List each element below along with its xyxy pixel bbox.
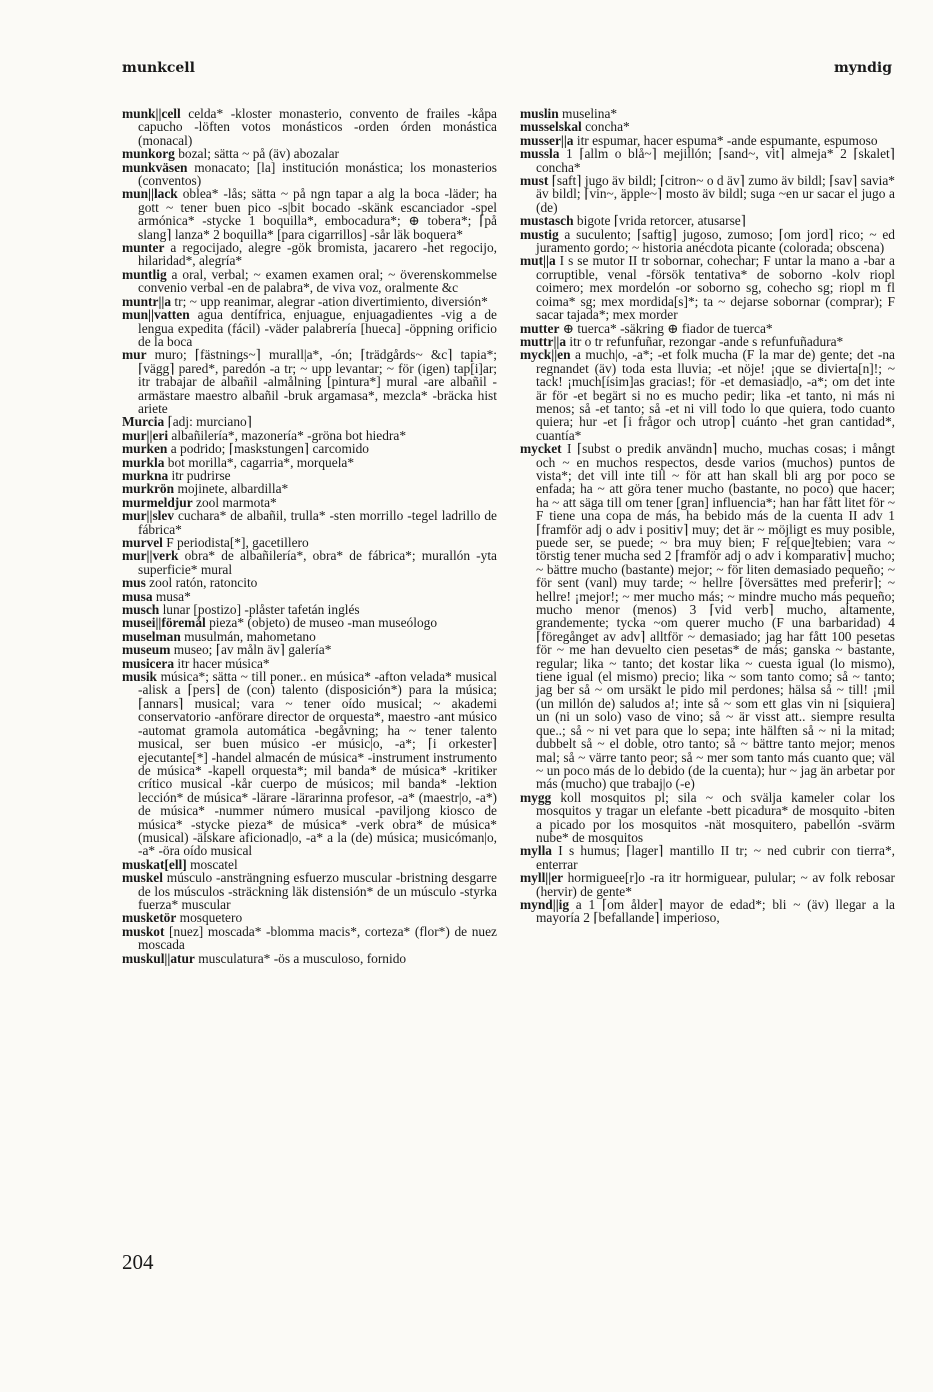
dictionary-entry (122, 670, 497, 858)
dictionary-entry (122, 858, 497, 871)
dictionary-entry (122, 415, 497, 428)
entry-headword: mut||a (520, 253, 556, 269)
entry-headword: muskot (122, 923, 165, 939)
entry-headword: mussla (520, 146, 560, 162)
dictionary-entry (122, 952, 497, 965)
entry-headword: musser||a (520, 132, 574, 148)
dictionary-entry (122, 482, 497, 495)
entry-headword: muskul||atur (122, 950, 195, 966)
entry-definition: músculo -ansträngning esfuerzo muscular -bristning desgarre de los músculos -sträckning läk distensión* de un músculo -styrka fuerza* muscular (138, 870, 497, 912)
entry-definition: itr pudrirse (168, 467, 231, 483)
entry-headword: myck||en (520, 347, 571, 363)
entry-definition: concha* (581, 119, 630, 135)
entry-headword: munter (122, 240, 165, 256)
dictionary-entry (520, 871, 895, 898)
entry-definition: agua dentífrica, enjuague, enjuagadientes -vig a de lengua expedita (fácil) -väder palabrería [hueca] -öppning orificio de la boca (138, 307, 497, 349)
entry-definition: a suculento; ⌈saftig⌉ jugoso, zumoso; ⌈om jord⌉ rico; ~ ed juramento gordo; ~ historia anécdota picante (colorada; obscena) (536, 226, 895, 256)
entry-definition: I s humus; ⌈lager⌉ mantillo II tr; ~ ned cubrir con tierra*, enterrar (536, 843, 895, 872)
entry-definition: a oral, verbal; ~ examen examen oral; ~ överenskommelse convenio verbal -en de palabra*, de viva voz, oralmente &c (138, 266, 497, 296)
dictionary-entry (520, 120, 895, 133)
entry-headword: mustig (520, 226, 559, 242)
entry-definition: tr; ~ upp reanimar, alegrar -ation divertimiento, diversión* (171, 293, 488, 309)
first-headword: munkcell (122, 60, 195, 76)
entry-definition: zool marmota* (192, 494, 277, 510)
entry-headword: muskat[ell] (122, 856, 187, 872)
entry-definition: celda* -kloster monasterio, convento de frailes -kåpa capucho -löften votos monásticos -orden órden monástica (monacal) (138, 107, 497, 148)
entry-headword: murken (122, 441, 168, 457)
entry-headword: mur||slev (122, 508, 175, 524)
entry-headword: munk||cell (122, 107, 181, 121)
entry-definition: mosquetero (176, 910, 243, 926)
page-number: 204 (122, 1250, 154, 1274)
entry-headword: mur (122, 347, 147, 363)
dictionary-entry (122, 549, 497, 576)
dictionary-entry (122, 871, 497, 911)
dictionary-entry (122, 161, 497, 188)
dictionary-entry (520, 147, 895, 174)
dictionary-entry (520, 174, 895, 214)
dictionary-entry (520, 898, 895, 925)
entry-definition: itr espumar, hacer espuma* -ande espumante, espumoso (573, 132, 878, 148)
dictionary-entry (520, 442, 895, 791)
entry-headword: musik (122, 669, 157, 685)
entry-definition: ⊕ tuerca* -säkring ⊕ fiador de tuerca* (559, 320, 773, 336)
dictionary-entry (122, 147, 497, 160)
entry-definition: museo; ⌈av måln äv⌉ galería* (170, 642, 332, 658)
right-column (520, 107, 895, 1247)
entry-headword: must (520, 173, 549, 189)
dictionary-entry (122, 295, 497, 308)
entry-definition: pieza* (objeto) de museo -man museólogo (205, 615, 438, 631)
entry-headword: mygg (520, 789, 552, 805)
dictionary-entry (520, 107, 895, 120)
dictionary-entry (122, 911, 497, 924)
entry-headword: mycket (520, 441, 562, 457)
entry-headword: muttr||a (520, 333, 567, 349)
entry-definition: itr o tr refunfuñar, rezongar -ande s refunfuñadura* (566, 333, 844, 349)
entry-definition: obra* de albañilería*, obra* de fábrica*; murallón -yta superficie* mural (138, 548, 497, 577)
entry-definition: albañilería*, mazonería* -gröna bot hiedra* (168, 427, 407, 443)
dictionary-entry (122, 107, 497, 147)
dictionary-entry (520, 254, 895, 321)
dictionary-entry (122, 576, 497, 589)
entry-definition: F periodista[*], gacetillero (162, 535, 309, 550)
entry-headword: muskel (122, 870, 163, 886)
entry-definition: cuchara* de albañil, trulla* -sten morrillo -tegel ladrillo de fábrica* (138, 508, 497, 537)
entry-definition: 1 ⌈allm o blå~⌉ mejillón; ⌈sand~, vit⌉ almeja* 2 ⌈skalet⌉ concha* (536, 146, 895, 175)
dictionary-entry (122, 616, 497, 629)
entry-definition: mojinete, albardilla* (174, 481, 289, 497)
entry-definition: bozal; sätta ~ på (äv) abozalar (174, 146, 339, 162)
entry-headword: murkna (122, 467, 169, 483)
entry-definition: I s se mutor II tr sobornar, cohechar; F untar la mano a -bar a corruptible, venal -försök tentativa* de soborno -kolv riopl coimero; mex mordelón -or soborno sg, cohecho sg; riopl m fl coima* sg; mex mordida[s]*; ta ~ dejarse sobornar (comprar); F sacar tajada*; mex morder (536, 253, 895, 323)
entry-headword: murkrön (122, 481, 175, 497)
entry-headword: museum (122, 642, 171, 658)
entry-definition: a podrido; ⌈maskstungen⌉ carcomido (167, 441, 369, 457)
dictionary-entry (520, 214, 895, 227)
dictionary-entry (520, 322, 895, 335)
dictionary-entry (520, 134, 895, 147)
dictionary-entry (122, 241, 497, 268)
entry-definition: [nuez] moscada* -blomma macis*, corteza* (flor*) de nuez moscada (138, 923, 497, 953)
entry-definition: monacato; [la] institución monástica; los monasterios (conventos) (138, 159, 497, 189)
entry-headword: muntr||a (122, 293, 172, 309)
entry-definition: bot morilla*, cagarria*, morquela* (164, 454, 355, 470)
dictionary-entry (122, 308, 497, 348)
entry-headword: munkväsen (122, 159, 188, 175)
dictionary-entry (520, 348, 895, 442)
entry-definition: bigote ⌈vrida retorcer, atusarse⌉ (573, 213, 746, 229)
entry-definition: musa* (152, 588, 191, 604)
dictionary-entry (122, 429, 497, 442)
entry-headword: musselskal (520, 119, 582, 135)
entry-headword: mynd||ig (520, 896, 570, 912)
entry-headword: musch (122, 602, 160, 618)
entry-headword: mustasch (520, 213, 574, 229)
dictionary-entry (520, 791, 895, 845)
entry-definition: a much|o, -a*; -et folk mucha (F la mar de) gente; det -na regnandet (äv) toda esta lluvia; -et nöje! ¡que se divierta[n]!; ~ tack! ¡much[ísim]as gracias!; för -et demasiad|o, -a*; om det inte är för -et begärt si no es mucho pedir; lika -et tanto, ni más ni menos; så -et tanto; så -et ni vill todo lo que quiera, todo cuanto quiera; hur -et ⌈i frågor och utrop⌉ cuánto -het gran cantidad*, cuantía* (536, 347, 895, 443)
dictionary-entry (122, 348, 497, 415)
entry-definition: a 1 ⌈om ålder⌉ mayor de edad*; bli ~ (äv) llegar a la mayoría 2 ⌈befallande⌉ imperioso, (536, 896, 895, 926)
entry-headword: musicera (122, 655, 175, 671)
entry-headword: myll||er (520, 870, 564, 886)
entry-headword: murmeldjur (122, 494, 193, 510)
entry-definition: koll mosquitos pl; sila ~ och svälja kameler colar los mosquitos y tragar un elefante -bett picadura* de mosquito -biten a picado por los mosquitos -nät mosquitero, pabellón -svärm nube* de mosquitos (536, 789, 895, 845)
dictionary-entry (122, 469, 497, 482)
entry-definition: hormiguee[r]o -ra itr hormiguear, pulular; ~ av folk rebosar (hervir) de gente* (536, 870, 895, 899)
entry-headword: muntlig (122, 266, 167, 282)
entry-definition: lunar [postizo] -plåster tafetán inglés (159, 602, 360, 618)
dictionary-entry (122, 456, 497, 469)
entry-headword: mutter (520, 320, 560, 336)
dictionary-entry (122, 603, 497, 616)
dictionary-entry (122, 657, 497, 670)
entry-headword: muselman (122, 628, 181, 644)
entry-definition: oblea* -lås; sätta ~ på ngn tapar a alg la boca -läder; ha gott ~ tener buen pico -s|bit bocado -skänk escanciador -spel armónica* -stycke 1 boquilla*, embocadura*; ⊕ tobera*; ⌈på slang⌉ lanza* 2 boquilla* [para cigarrillos] -sår läk boquera* (138, 186, 497, 242)
entry-headword: muslin (520, 107, 559, 121)
entry-definition: moscatel (186, 856, 238, 872)
dictionary-entry (122, 509, 497, 536)
entry-definition: ⌈saft⌉ jugo äv bildl; ⌈citron~ o d äv⌉ zumo äv bildl; ⌈sav⌉ savia* äv bildl; ⌈vin~, äpple~⌉ mosto äv bildl; suga ~en ur sacar el jugo a (de) (536, 173, 895, 215)
entry-definition: muro; ⌈fästnings~⌉ murall|a*, -ón; ⌈trädgårds~ &c⌉ tapia*; ⌈vägg⌉ pared*, paredón -a tr; ~ upp levantar; ~ för (igen) tap[i]ar; itr trabajar de albañil -almålning [pintura*] mural -are albañil -armästare maestro albañil -bruk argamasa*, mezcla* -bräcka hist ariete (138, 347, 497, 416)
entry-definition: zool ratón, ratoncito (145, 575, 258, 591)
entry-definition: musculatura* -ös a musculoso, fornido (194, 950, 407, 966)
entry-definition: musulmán, mahometano (180, 628, 316, 644)
left-column (122, 107, 497, 1247)
dictionary-entry (122, 925, 497, 952)
dictionary-entry (122, 630, 497, 643)
dictionary-entry (122, 442, 497, 455)
entry-headword: munkorg (122, 146, 175, 162)
entry-headword: musei||föremål (122, 615, 206, 631)
entry-headword: mylla (520, 843, 552, 859)
dictionary-entry (122, 590, 497, 603)
entry-definition: música*; sätta ~ till poner.. en música* -afton velada* musical -alisk a ⌈pers⌉ de (con) talento (disposición*) para la música; ⌈annars⌉ musical; vara ~ tener oído musical; ~ akademi conservatorio -anförare director de orquesta*, maestro -ant músico -automat gramola automática -begåvning; ha ~ tener talento musical, ser buen músico -er músic|o, -a*; ⌈i orkester⌉ ejecutante[*] -handel almacén de música* -instrument instrumento de música* -kapell orquesta*; mil banda* de música* -kritiker crítico musical -kår cuerpo de músicos; mil banda* -lektion lección* de música* -lärare -lärarinna profesor, -a* (maestr|o, -a*) de música* -nummer número musical -paviljong kiosco de música* -stycke pieza* de música* -verk obra* de música* (musical) -älskare aficionad|o, -a* a la (de) música; musicóman|o, -a* -öra oído musical (138, 669, 497, 859)
dictionary-entry (520, 335, 895, 348)
entry-headword: musa (122, 588, 153, 604)
dictionary-entry (122, 187, 497, 241)
entry-definition: ⌈adj: murciano⌉ (164, 414, 252, 430)
entry-headword: Murcia (122, 414, 165, 430)
entry-headword: mus (122, 575, 146, 591)
entry-headword: murkla (122, 454, 165, 470)
entry-headword: murvel (122, 535, 163, 550)
entry-definition: a regocijado, alegre -gök bromista, jacarero -het regocijo, hilaridad*, alegría* (138, 240, 497, 269)
last-headword: myndig (833, 60, 892, 76)
entry-definition: I ⌈subst o predik användn⌉ mucho, muchas cosas; i mångt och ~ en muchos respectos, desde varios (muchos) puntos de vista*; det vill inte till ~ för att han skall bli arg por poco se enfada; ha ~ att göra tener mucho (bastante, no poco) que hacer; ha ~ att säga till om tener [gran] influencia*; han har fått litet för ~ F tiene una copa de más, ha bebido más de la cuenta II adv 1 ⌈framför adj o adv i positiv⌉ muy; det är ~ möjligt es muy posible, puede ser, se puede; ~ bra muy bien; F re[que]tebien; vara ~ törstig tener mucha sed 2 ⌈framför adj o adv i komparativ⌉ mucho; ~ bättre mucho (bastante) mejor; ~ för liten demasiado pequeño; ~ för sent (vanl) muy tarde; ~ hellre ⌈översättes med preferir⌉; ~ hellre! ¡mejor!; ~ mer mucho más; ~ mindre mucho más pequeño; mucho menor (menos) 3 ⌈vid verb⌉ mucho, altamente, grandemente; tycka ~om querer mucho (F una barbaridad) 4 ⌈föregånget av adv⌉ alltför ~ demasiado; jag har fått 100 pesetas för ~ me han devuelto cien pesetas* de más; ganska ~ bastante, regular; lika ~ tanto; det kostar lika ~ cuesta igual (lo mismo), tiene igual (el mismo) precio; lika ~ som tanto como; så ~ tanto; jag ber så ~ om ursäkt le pido mil perdones; hälsa så ~ till! ¡mil (un millón de) saludos a!; inte så ~ som ett glas vin ni [siquiera] un (ni un solo) vaso de vino; så ~ är visst att.. siempre resulta que..; så ~ ni vet para que lo sepa; inte hälften så ~ ni la mitad; dubbelt så ~ el doble, otro tanto; så ~ bättre tanto mejor; menos mal; så ~ värre tanto peor; så ~ mer som tanto más cuanto que; väl ~ un poco más de lo debido (de la cuenta); hur ~ jag än arbetar por más (mucho) que trabaj|o (-e) (536, 441, 895, 792)
entry-headword: mur||verk (122, 548, 179, 564)
dictionary-entry (520, 228, 895, 255)
entry-headword: mun||lack (122, 186, 178, 202)
entry-headword: mun||vatten (122, 307, 190, 323)
dictionary-entry (520, 844, 895, 871)
entry-headword: musketör (122, 910, 177, 926)
dictionary-entry (122, 643, 497, 656)
entry-definition: muselina* (558, 107, 618, 121)
entry-definition: itr hacer música* (174, 655, 270, 671)
dictionary-entry (122, 268, 497, 295)
running-header (0, 60, 933, 84)
entry-headword: mur||eri (122, 427, 169, 443)
dictionary-entry (122, 496, 497, 509)
dictionary-entry (122, 536, 497, 549)
